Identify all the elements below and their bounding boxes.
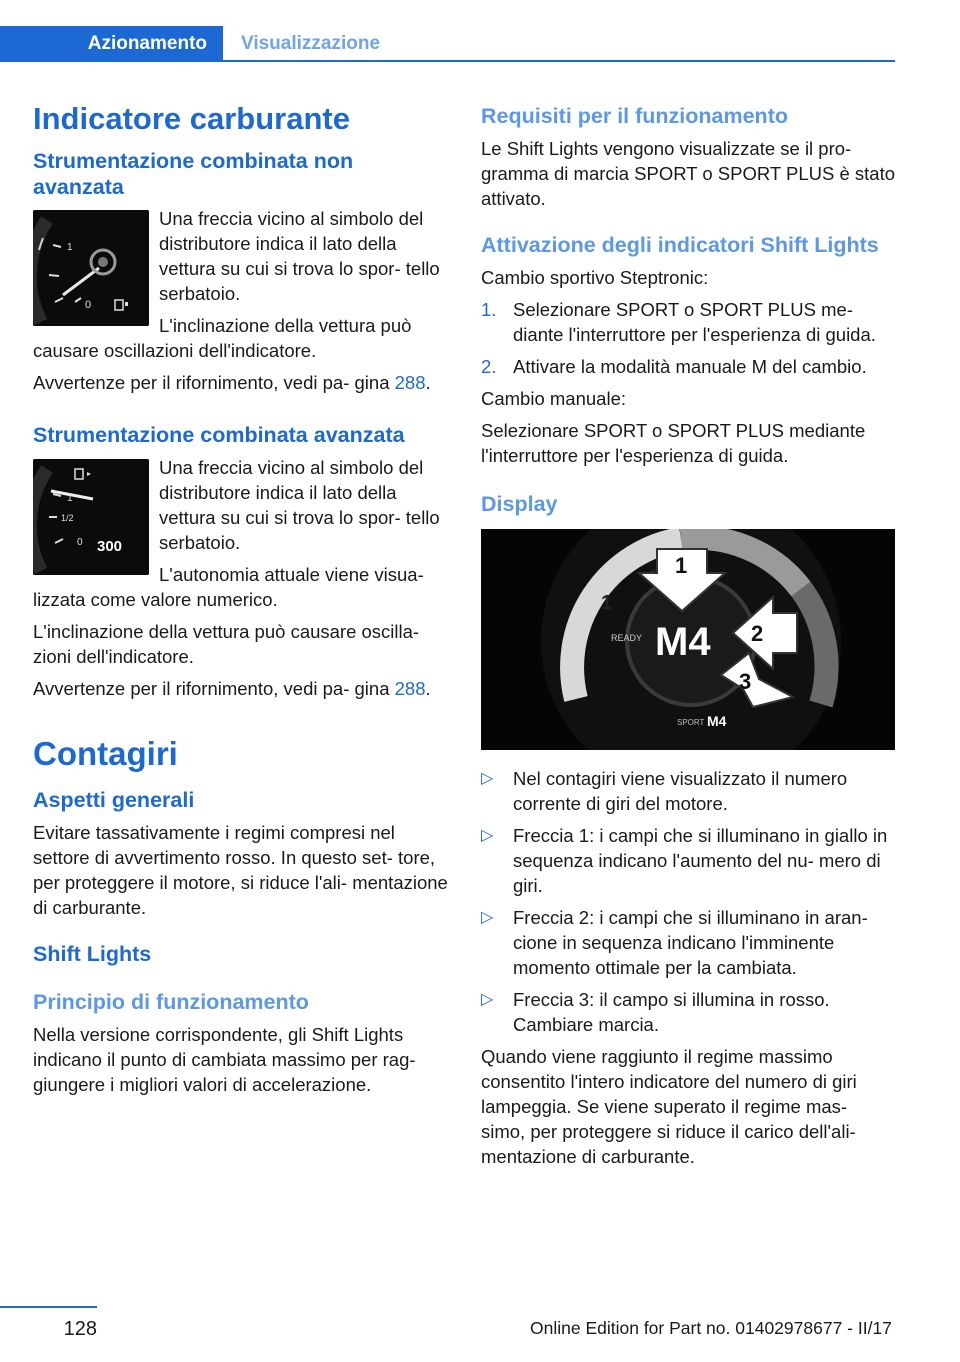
gauge2-tick-0: 0 xyxy=(77,537,83,549)
left-column xyxy=(33,100,448,1104)
list-item: ▷ Freccia 1: i campi che si illuminano in giallo in sequenza indicano l'aumento del nu‐ mero di giri. xyxy=(481,825,888,897)
right-column xyxy=(481,100,895,1176)
list-item: 2. Attivare la modalità manuale M del cambio. xyxy=(481,355,867,377)
list-item: 1. Selezionare SPORT o SPORT PLUS me‐ diante l'interruttore per l'esperienza di guida. xyxy=(481,298,876,345)
heading-shift-lights: Shift Lights xyxy=(33,942,152,967)
page-link-288[interactable]: 288 xyxy=(394,372,426,394)
heading-strumentazione-non-avanzata: Strumentazione combinata non avanzata xyxy=(33,148,354,199)
s1-paragraph-2: L'inclinazione della vettura può causare oscillazioni dell'indicatore. xyxy=(33,315,412,362)
header-rule xyxy=(0,60,895,62)
scale-1: 1 xyxy=(601,592,613,615)
header-bar xyxy=(0,0,895,62)
list-item: ▷ Nel contagiri viene visualizzato il numero corrente di giri del motore. xyxy=(481,768,848,815)
s3-paragraph-1: Evitare tassativamente i regimi compresi nel settore di avvertimento rosso. In questo set‐ tore, per proteggere il motore, si riduce l'ali‐ mentazione di carburante. xyxy=(33,822,448,919)
s2-paragraph-3: L'inclinazione della vettura può causare oscilla‐ zioni dell'indicatore. xyxy=(33,621,420,668)
page-link-288-b[interactable]: 288 xyxy=(394,678,426,700)
s1-paragraph-3: Avvertenze per il rifornimento, vedi pa‐ gina 288. xyxy=(33,372,431,394)
display-gear: M4 xyxy=(655,620,711,665)
page-number: 128 xyxy=(63,1318,97,1340)
heading-attivazione: Attivazione degli indicatori Shift Lights xyxy=(481,232,879,257)
heading-strumentazione-avanzata: Strumentazione combinata avanzata xyxy=(33,423,405,448)
display-mode: SPORT xyxy=(677,718,705,728)
arrow-1-label: 1 xyxy=(675,553,688,579)
fuel-gauge-basic-image xyxy=(33,210,149,326)
steps-list xyxy=(481,297,895,379)
bullet-marker-icon: ▷ xyxy=(481,909,494,927)
scale-4: 4 xyxy=(749,576,758,594)
bullet-list xyxy=(481,766,895,1037)
s2-paragraph-4: Avvertenze per il rifornimento, vedi pa‐ gina 288. xyxy=(33,678,431,700)
list-item: ▷ Freccia 2: i campi che si illuminano in aran‐ cione in sequenza indicano l'imminente momento ottimale per la cambiata. xyxy=(481,907,868,979)
gauge1-tick-1: 1 xyxy=(67,242,73,254)
edition-footer: Online Edition for Part no. 01402978677 - II/17 xyxy=(530,1318,892,1338)
gauge1-tick-0: 0 xyxy=(85,299,92,312)
heading-aspetti-generali: Aspetti generali xyxy=(33,788,195,813)
gauge2-tick-1: 1 xyxy=(67,493,73,505)
s5-paragraph-1: Nella versione corrispondente, gli Shift Lights indicano il punto di cambiata massimo per rag‐ giungere i migliori valori di accelerazione. xyxy=(33,1023,416,1095)
arrow-2-label: 2 xyxy=(751,621,764,647)
r3-paragraph-1: Quando viene raggiunto il regime massimo consentito l'intero indicatore del numero di giri lampeggia. Se viene superato il regime mas‐ simo, per proteggere si riduce il carico dell'ali‐ mentazione di carburante. xyxy=(481,1046,857,1168)
s2-paragraph-1: Una freccia vicino al simbolo del distributore indica il lato della vettura su cui si trova lo spor‐ tello serbatoio. xyxy=(159,457,440,554)
heading-display: Display xyxy=(481,491,558,516)
bullet-marker-icon: ▷ xyxy=(481,827,494,845)
tab-visualizzazione[interactable]: Visualizzazione xyxy=(241,32,381,54)
gauge2-tick-half: 1/2 xyxy=(61,513,74,524)
title-contagiri: Contagiri xyxy=(33,735,178,773)
bullet-marker-icon: ▷ xyxy=(481,991,494,1009)
list-item: ▷ Freccia 3: il campo si illumina in rosso. Cambiare marcia. xyxy=(481,989,830,1036)
heading-principio: Principio di funzionamento xyxy=(33,989,309,1014)
display-ready: READY xyxy=(611,633,643,644)
fuel-gauge-advanced-image xyxy=(33,459,149,575)
tab-azionamento[interactable]: Azionamento xyxy=(0,26,223,61)
r2-paragraph-3: Selezionare SPORT o SPORT PLUS mediante l'interruttore per l'esperienza di guida. xyxy=(481,419,866,466)
shift-lights-display-image xyxy=(481,529,895,750)
bullet-marker-icon: ▷ xyxy=(481,770,494,788)
s1-paragraph-1: Una freccia vicino al simbolo del distributore indica il lato della vettura su cui si trova lo spor‐ tello serbatoio. xyxy=(159,208,440,305)
r1-paragraph-1: Le Shift Lights vengono visualizzate se il pro‐ gramma di marcia SPORT o SPORT PLUS è stato attivato. xyxy=(481,137,896,209)
s2-paragraph-2: L'autonomia attuale viene visua‐ lizzata come valore numerico. xyxy=(33,564,424,611)
heading-requisiti: Requisiti per il funzionamento xyxy=(481,104,788,128)
r2-paragraph-1: Cambio sportivo Steptronic: xyxy=(481,266,709,288)
title-indicatore-carburante: Indicatore carburante xyxy=(33,101,350,136)
gauge2-range: 300 xyxy=(97,538,123,556)
page-number-rule xyxy=(0,1306,97,1308)
arrow-3-label: 3 xyxy=(739,669,752,695)
display-footer-gear: M4 xyxy=(707,713,727,730)
r2-paragraph-2: Cambio manuale: xyxy=(481,387,626,409)
